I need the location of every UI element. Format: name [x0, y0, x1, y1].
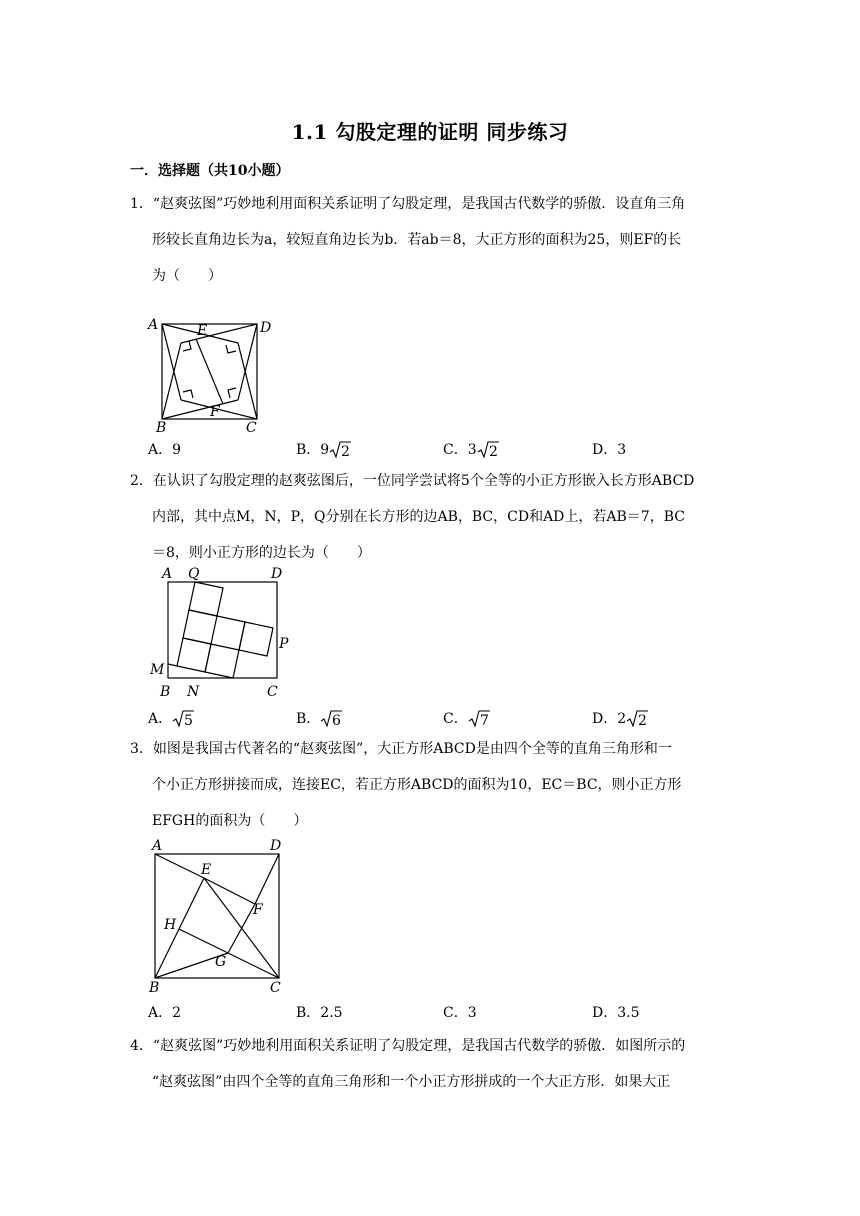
sqrt-icon: [477, 440, 499, 460]
option-b[interactable]: B．9 2: [296, 442, 351, 460]
svg-text:7: 7: [479, 713, 489, 729]
sqrt-icon: [172, 709, 194, 729]
fig1-label-e: E: [197, 323, 208, 339]
question-4-line-1: 4．“赵爽弦图”巧妙地利用面积关系证明了勾股定理，是我国古代数学的骄傲．如图所示的: [130, 1038, 686, 1054]
figure-2: [140, 566, 300, 702]
svg-text:2: 2: [488, 444, 498, 460]
svg-text:2: 2: [638, 713, 648, 729]
fig2-label-c: C: [267, 684, 278, 700]
fig3-segment-he: [179, 878, 204, 929]
fig2-label-n: N: [187, 684, 200, 700]
fig1-right-angle-2: [226, 345, 236, 353]
fig1-label-a: A: [148, 317, 159, 333]
svg-text:6: 6: [332, 713, 342, 729]
question-3-line-2: 个小正方形拼接而成，连接EC，若正方形ABCD的面积为10，EC＝BC，则小正方形: [152, 777, 682, 793]
fig1-label-b: B: [156, 420, 167, 434]
fig3-label-d: D: [270, 838, 282, 854]
option-a[interactable]: A．2: [148, 1005, 182, 1021]
fig3-label-g: G: [215, 954, 227, 970]
option-a[interactable]: A． 5: [148, 711, 194, 729]
option-d[interactable]: D．3: [592, 442, 627, 458]
fig1-segment-bh: [162, 324, 181, 400]
fig1-right-angle-3: [228, 388, 236, 398]
page-title: 1.1 勾股定理的证明 同步练习: [291, 120, 569, 144]
sqrt-icon: [626, 709, 648, 729]
question-1-line-3: 为（ ）: [152, 268, 222, 284]
fig3-segment-fd: [255, 854, 279, 904]
option-b[interactable]: B． 6: [296, 711, 342, 729]
sqrt-icon: [468, 709, 490, 729]
question-2: [130, 463, 734, 571]
question-4-line-2: “赵爽弦图”由四个全等的直角三角形和一个小正方形拼成的一个大正方形．如果大正: [152, 1074, 671, 1090]
fig1-label-c: C: [246, 420, 257, 434]
fig1-segment-dg: [238, 324, 257, 400]
fig3-segment-ae: [155, 854, 204, 878]
figure-3: [140, 834, 300, 996]
fig1-segment-bg: [162, 400, 238, 419]
option-a[interactable]: A．9: [148, 442, 182, 458]
fig1-label-f: F: [210, 404, 220, 420]
sqrt-icon: [320, 709, 342, 729]
option-c[interactable]: C．3: [443, 1005, 477, 1021]
question-2-line-1: 2．在认识了勾股定理的赵爽弦图后，一位同学尝试将5个全等的小正方形嵌入长方形ABCD: [130, 473, 695, 489]
fig1-segment-dc-side: [238, 343, 257, 419]
option-d[interactable]: D．3.5: [592, 1005, 640, 1021]
section-heading: 一．选择题（共10小题）: [130, 163, 290, 179]
fig3-label-f: F: [253, 902, 263, 918]
option-c[interactable]: C． 7: [443, 711, 489, 729]
question-1: [130, 186, 734, 294]
option-b[interactable]: B．2.5: [296, 1005, 343, 1021]
fig3-segment-hg: [179, 929, 228, 953]
fig3-label-a: A: [152, 838, 163, 854]
fig2-label-p: P: [279, 636, 289, 652]
question-3-line-1: 3．如图是我国古代著名的“赵爽弦图”，大正方形ABCD是由四个全等的直角三角形和一: [130, 741, 672, 757]
fig1-segment-bh2: [162, 343, 181, 419]
question-3: [130, 731, 734, 839]
fig2-label-b: B: [160, 684, 171, 700]
question-3-line-3: EFGH的面积为（ ）: [152, 813, 308, 829]
fig1-segment-ef: [196, 339, 223, 404]
option-c[interactable]: C．3 2: [443, 442, 498, 460]
svg-text:2: 2: [341, 444, 351, 460]
fig3-segment-ef: [204, 878, 255, 904]
fig3-label-c: C: [270, 980, 281, 996]
fig3-label-e: E: [201, 862, 212, 878]
fig2-label-a: A: [162, 566, 173, 582]
fig2-edge-2: [217, 616, 245, 622]
fig2-label-m: M: [150, 662, 165, 678]
fig1-segment-hd: [181, 324, 257, 343]
fig2-small-square-5: [239, 622, 273, 656]
question-1-line-2: 形较长直角边长为a，较短直角边长为b．若ab＝8，大正方形的面积为25，则EF的长: [152, 232, 682, 248]
fig1-right-angle-4: [183, 390, 193, 398]
fig2-label-q: Q: [188, 566, 200, 582]
question-4: [130, 1028, 734, 1100]
figure-1: [140, 312, 280, 434]
fig2-small-square-4: [205, 644, 239, 678]
fig3-label-b: B: [149, 980, 160, 996]
fig3-segment-gc: [228, 953, 279, 978]
question-1-line-1: 1．“赵爽弦图”巧妙地利用面积关系证明了勾股定理，是我国古代数学的骄傲．设直角三角: [130, 196, 686, 212]
fig3-label-h: H: [164, 917, 177, 933]
svg-text:5: 5: [184, 713, 194, 729]
fig2-edge-m: [168, 664, 177, 666]
fig1-label-d: D: [260, 320, 272, 336]
sqrt-icon: [329, 440, 351, 460]
question-2-line-3: ＝8，则小正方形的边长为（ ）: [152, 545, 371, 561]
question-2-line-2: 内部，其中点M，N，P，Q分别在长方形的边AB，BC，CD和AD上，若AB＝7，BC: [152, 509, 685, 525]
option-d[interactable]: D．2 2: [592, 711, 648, 729]
fig2-label-d: D: [271, 566, 283, 582]
